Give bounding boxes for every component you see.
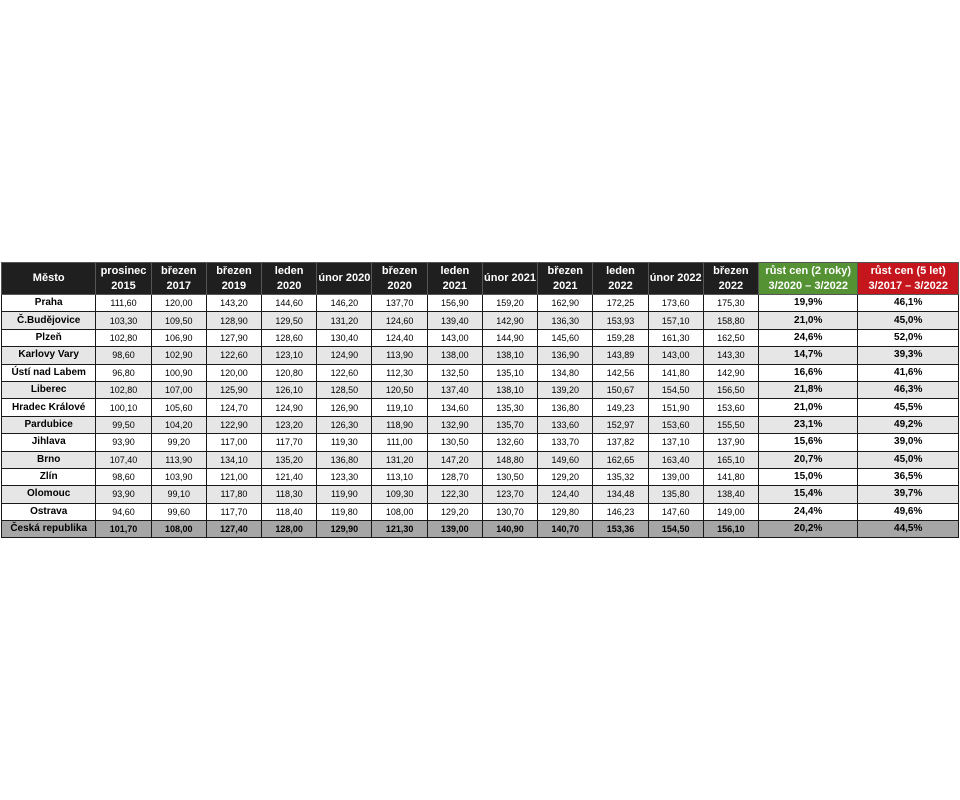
table-cell: 100,90 xyxy=(151,364,206,381)
city-name: Ostrava xyxy=(2,503,96,520)
table-row xyxy=(2,468,959,485)
table-cell: 121,00 xyxy=(206,468,261,485)
city-name: Karlovy Vary xyxy=(2,347,96,364)
table-cell: 173,60 xyxy=(648,295,703,312)
table-cell: 126,90 xyxy=(317,399,372,416)
header-line: 2015 xyxy=(111,279,136,292)
table-row xyxy=(2,295,959,312)
table-cell: 120,00 xyxy=(206,364,261,381)
city-name: Plzeň xyxy=(2,329,96,346)
header-line: 2017 xyxy=(166,279,191,292)
table-cell: 131,20 xyxy=(372,451,427,468)
table-cell: 121,30 xyxy=(372,521,427,538)
table-cell: 123,30 xyxy=(317,468,372,485)
table-cell: 112,30 xyxy=(372,364,427,381)
table-cell: 148,80 xyxy=(482,451,537,468)
growth-5y-cell: 44,5% xyxy=(858,521,959,538)
table-cell: 126,30 xyxy=(317,416,372,433)
growth-2y-cell: 24,4% xyxy=(759,503,858,520)
table-cell: 142,56 xyxy=(593,364,648,381)
table-cell: 143,00 xyxy=(648,347,703,364)
table-cell: 146,20 xyxy=(317,295,372,312)
table-cell: 106,90 xyxy=(151,329,206,346)
table-cell: 128,00 xyxy=(262,521,317,538)
header-line: březen xyxy=(216,264,252,277)
table-cell: 128,90 xyxy=(206,312,261,329)
table-cell: 108,00 xyxy=(151,521,206,538)
table-cell: 136,30 xyxy=(538,312,593,329)
table-cell: 99,10 xyxy=(151,486,206,503)
city-name: Česká republika xyxy=(2,521,96,538)
table-cell: 104,20 xyxy=(151,416,206,433)
header-line: 2020 xyxy=(387,279,412,292)
table-cell: 140,70 xyxy=(538,521,593,538)
table-cell: 98,60 xyxy=(96,347,151,364)
table-cell: 156,50 xyxy=(703,381,758,398)
table-cell: 131,20 xyxy=(317,312,372,329)
table-cell: 119,90 xyxy=(317,486,372,503)
growth-5y-cell: 52,0% xyxy=(858,329,959,346)
table-cell: 147,60 xyxy=(648,503,703,520)
table-cell: 133,70 xyxy=(538,434,593,451)
header-line: 2020 xyxy=(276,279,302,292)
table-cell: 130,70 xyxy=(482,503,537,520)
header-period xyxy=(538,263,593,295)
table-cell: 128,70 xyxy=(427,468,482,485)
table-row xyxy=(2,399,959,416)
table-cell: 98,60 xyxy=(96,468,151,485)
growth-2y-cell: 20,7% xyxy=(759,451,858,468)
city-name: Č.Budějovice xyxy=(2,312,96,329)
table-cell: 138,10 xyxy=(482,347,537,364)
table-cell: 156,90 xyxy=(427,295,482,312)
growth-5y-cell: 45,0% xyxy=(858,451,959,468)
header-line: Město xyxy=(32,272,65,284)
header-row xyxy=(2,263,959,295)
table-cell: 144,90 xyxy=(482,329,537,346)
table-cell: 135,32 xyxy=(593,468,648,485)
table-cell: 140,90 xyxy=(482,521,537,538)
table-row xyxy=(2,451,959,468)
header-line: 2019 xyxy=(221,279,247,292)
header-line: březen xyxy=(547,264,583,277)
growth-2y-cell: 23,1% xyxy=(759,416,858,433)
header-line: 3/2017 – 3/2022 xyxy=(868,279,948,292)
table-cell: 130,50 xyxy=(427,434,482,451)
table-cell: 124,90 xyxy=(262,399,317,416)
table-cell: 153,93 xyxy=(593,312,648,329)
table-cell: 132,60 xyxy=(482,434,537,451)
header-line: leden xyxy=(606,264,635,277)
header-city xyxy=(2,263,96,295)
header-line: 2021 xyxy=(553,279,578,292)
table-cell: 138,40 xyxy=(703,486,758,503)
table-cell: 135,80 xyxy=(648,486,703,503)
table-cell: 118,90 xyxy=(372,416,427,433)
table-cell: 122,60 xyxy=(317,364,372,381)
table-cell: 127,90 xyxy=(206,329,261,346)
table-cell: 107,40 xyxy=(96,451,151,468)
table-cell: 124,40 xyxy=(372,329,427,346)
table-cell: 129,50 xyxy=(262,312,317,329)
city-name: Zlín xyxy=(2,468,96,485)
table-row xyxy=(2,347,959,364)
table-cell: 122,30 xyxy=(427,486,482,503)
table-cell: 143,89 xyxy=(593,347,648,364)
table-cell: 119,80 xyxy=(317,503,372,520)
growth-5y-cell: 39,7% xyxy=(858,486,959,503)
header-line: prosinec xyxy=(100,264,147,277)
table-cell: 137,90 xyxy=(703,434,758,451)
table-cell: 128,50 xyxy=(317,381,372,398)
table-cell: 141,80 xyxy=(703,468,758,485)
growth-2y-cell: 20,2% xyxy=(759,521,858,538)
table-cell: 139,40 xyxy=(427,312,482,329)
table-cell: 136,80 xyxy=(317,451,372,468)
table-cell: 103,90 xyxy=(151,468,206,485)
table-cell: 123,10 xyxy=(262,347,317,364)
table-cell: 102,80 xyxy=(96,329,151,346)
table-cell: 120,50 xyxy=(372,381,427,398)
table-cell: 117,70 xyxy=(206,503,261,520)
table-row-total xyxy=(2,521,959,538)
header-line: 2021 xyxy=(442,279,468,292)
table-cell: 113,10 xyxy=(372,468,427,485)
growth-5y-cell: 49,2% xyxy=(858,416,959,433)
table-row xyxy=(2,381,959,398)
table-cell: 152,97 xyxy=(593,416,648,433)
table-cell: 129,20 xyxy=(538,468,593,485)
table-cell: 124,40 xyxy=(538,486,593,503)
table-cell: 129,80 xyxy=(538,503,593,520)
table-cell: 123,20 xyxy=(262,416,317,433)
header-line: březen xyxy=(713,264,749,277)
growth-5y-cell: 45,5% xyxy=(858,399,959,416)
table-cell: 135,70 xyxy=(482,416,537,433)
header-line: 3/2020 – 3/2022 xyxy=(768,279,848,292)
city-name: Brno xyxy=(2,451,96,468)
table-cell: 143,30 xyxy=(703,347,758,364)
table-cell: 143,20 xyxy=(206,295,261,312)
growth-2y-cell: 19,9% xyxy=(759,295,858,312)
table-cell: 96,80 xyxy=(96,364,151,381)
table-row xyxy=(2,416,959,433)
growth-2y-cell: 15,6% xyxy=(759,434,858,451)
table-cell: 94,60 xyxy=(96,503,151,520)
table-cell: 132,50 xyxy=(427,364,482,381)
table-cell: 124,60 xyxy=(372,312,427,329)
header-period xyxy=(262,263,317,295)
table-cell: 161,30 xyxy=(648,329,703,346)
table-cell: 117,00 xyxy=(206,434,261,451)
table-row xyxy=(2,503,959,520)
growth-5y-cell: 46,3% xyxy=(858,381,959,398)
header-period xyxy=(151,263,206,295)
header-period xyxy=(427,263,482,295)
table-cell: 135,30 xyxy=(482,399,537,416)
table-cell: 119,10 xyxy=(372,399,427,416)
table-cell: 158,80 xyxy=(703,312,758,329)
table-cell: 117,80 xyxy=(206,486,261,503)
table-cell: 132,90 xyxy=(427,416,482,433)
header-period xyxy=(648,263,703,295)
table-row xyxy=(2,329,959,346)
table-cell: 136,80 xyxy=(538,399,593,416)
growth-2y-cell: 21,8% xyxy=(759,381,858,398)
table-cell: 135,20 xyxy=(262,451,317,468)
table-cell: 157,10 xyxy=(648,312,703,329)
table-cell: 134,80 xyxy=(538,364,593,381)
table-cell: 108,00 xyxy=(372,503,427,520)
table-cell: 150,67 xyxy=(593,381,648,398)
header-line: růst cen (2 roky) xyxy=(765,264,852,277)
table-cell: 109,30 xyxy=(372,486,427,503)
header-line: únor 2021 xyxy=(484,272,537,284)
table-cell: 93,90 xyxy=(96,486,151,503)
growth-2y-cell: 21,0% xyxy=(759,312,858,329)
table-cell: 120,00 xyxy=(151,295,206,312)
growth-2y-cell: 14,7% xyxy=(759,347,858,364)
table-cell: 134,48 xyxy=(593,486,648,503)
table-cell: 139,00 xyxy=(427,521,482,538)
table-cell: 155,50 xyxy=(703,416,758,433)
growth-5y-cell: 39,0% xyxy=(858,434,959,451)
table-cell: 103,30 xyxy=(96,312,151,329)
table-cell: 147,20 xyxy=(427,451,482,468)
table-cell: 153,36 xyxy=(593,521,648,538)
header-line: březen xyxy=(381,264,418,277)
table-cell: 137,70 xyxy=(372,295,427,312)
table-row xyxy=(2,312,959,329)
table-cell: 172,25 xyxy=(593,295,648,312)
table-cell: 142,90 xyxy=(703,364,758,381)
header-period xyxy=(317,263,372,295)
table-cell: 111,00 xyxy=(372,434,427,451)
header-line: únor 2022 xyxy=(649,272,702,284)
table-cell: 123,70 xyxy=(482,486,537,503)
table-cell: 134,10 xyxy=(206,451,261,468)
table-cell: 99,50 xyxy=(96,416,151,433)
table-cell: 122,90 xyxy=(206,416,261,433)
table-cell: 143,00 xyxy=(427,329,482,346)
table-cell: 130,40 xyxy=(317,329,372,346)
header-line: 2022 xyxy=(718,279,744,292)
city-name: Pardubice xyxy=(2,416,96,433)
table-cell: 162,90 xyxy=(538,295,593,312)
table-cell: 138,10 xyxy=(482,381,537,398)
table-cell: 154,50 xyxy=(648,381,703,398)
table-cell: 136,90 xyxy=(538,347,593,364)
table-cell: 125,90 xyxy=(206,381,261,398)
table-cell: 133,60 xyxy=(538,416,593,433)
table-cell: 120,80 xyxy=(262,364,317,381)
table-cell: 109,50 xyxy=(151,312,206,329)
table-cell: 113,90 xyxy=(151,451,206,468)
header-growth-5y xyxy=(858,263,959,295)
table-cell: 149,00 xyxy=(703,503,758,520)
table-cell: 128,60 xyxy=(262,329,317,346)
header-period xyxy=(593,263,648,295)
table-header xyxy=(2,263,959,295)
table-cell: 118,30 xyxy=(262,486,317,503)
table-cell: 139,20 xyxy=(538,381,593,398)
header-period xyxy=(703,263,758,295)
header-period xyxy=(482,263,537,295)
table-cell: 105,60 xyxy=(151,399,206,416)
table-cell: 137,40 xyxy=(427,381,482,398)
table-row xyxy=(2,434,959,451)
growth-5y-cell: 45,0% xyxy=(858,312,959,329)
table-cell: 124,90 xyxy=(317,347,372,364)
table-cell: 139,00 xyxy=(648,468,703,485)
growth-5y-cell: 36,5% xyxy=(858,468,959,485)
table-cell: 137,10 xyxy=(648,434,703,451)
table-cell: 149,23 xyxy=(593,399,648,416)
header-period xyxy=(372,263,427,295)
table-cell: 156,10 xyxy=(703,521,758,538)
table-cell: 129,90 xyxy=(317,521,372,538)
growth-2y-cell: 15,0% xyxy=(759,468,858,485)
table-body xyxy=(2,295,959,538)
table-cell: 151,90 xyxy=(648,399,703,416)
growth-2y-cell: 21,0% xyxy=(759,399,858,416)
table-cell: 99,20 xyxy=(151,434,206,451)
table-cell: 93,90 xyxy=(96,434,151,451)
table-cell: 146,23 xyxy=(593,503,648,520)
table-cell: 159,28 xyxy=(593,329,648,346)
growth-5y-cell: 49,6% xyxy=(858,503,959,520)
table-cell: 129,20 xyxy=(427,503,482,520)
header-period xyxy=(206,263,261,295)
table-cell: 149,60 xyxy=(538,451,593,468)
price-index-table xyxy=(1,262,959,538)
table-cell: 141,80 xyxy=(648,364,703,381)
table-cell: 154,50 xyxy=(648,521,703,538)
table-row xyxy=(2,486,959,503)
table-cell: 122,60 xyxy=(206,347,261,364)
table-row xyxy=(2,364,959,381)
header-line: leden xyxy=(274,264,304,277)
table-cell: 142,90 xyxy=(482,312,537,329)
table-cell: 137,82 xyxy=(593,434,648,451)
table-cell: 111,60 xyxy=(96,295,151,312)
city-name: Praha xyxy=(2,295,96,312)
header-period xyxy=(96,263,151,295)
table-cell: 100,10 xyxy=(96,399,151,416)
growth-5y-cell: 41,6% xyxy=(858,364,959,381)
header-line: růst cen (5 let) xyxy=(870,264,946,277)
growth-2y-cell: 16,6% xyxy=(759,364,858,381)
header-line: únor 2020 xyxy=(318,272,371,284)
growth-5y-cell: 39,3% xyxy=(858,347,959,364)
table-cell: 121,40 xyxy=(262,468,317,485)
table-cell: 163,40 xyxy=(648,451,703,468)
table-cell: 130,50 xyxy=(482,468,537,485)
growth-2y-cell: 24,6% xyxy=(759,329,858,346)
growth-5y-cell: 46,1% xyxy=(858,295,959,312)
city-name: Liberec xyxy=(2,381,96,398)
table-cell: 126,10 xyxy=(262,381,317,398)
header-growth-2y xyxy=(759,263,858,295)
table-cell: 134,60 xyxy=(427,399,482,416)
header-line: 2022 xyxy=(608,279,633,292)
header-line: březen xyxy=(160,264,197,277)
table-cell: 107,00 xyxy=(151,381,206,398)
table-cell: 127,40 xyxy=(206,521,261,538)
table-cell: 102,90 xyxy=(151,347,206,364)
price-table-container xyxy=(1,262,959,538)
table-cell: 145,60 xyxy=(538,329,593,346)
table-cell: 165,10 xyxy=(703,451,758,468)
table-cell: 153,60 xyxy=(648,416,703,433)
table-cell: 144,60 xyxy=(262,295,317,312)
growth-2y-cell: 15,4% xyxy=(759,486,858,503)
table-cell: 99,60 xyxy=(151,503,206,520)
table-cell: 135,10 xyxy=(482,364,537,381)
table-cell: 118,40 xyxy=(262,503,317,520)
table-cell: 153,60 xyxy=(703,399,758,416)
table-cell: 159,20 xyxy=(482,295,537,312)
city-name: Hradec Králové xyxy=(2,399,96,416)
table-cell: 113,90 xyxy=(372,347,427,364)
table-cell: 162,65 xyxy=(593,451,648,468)
city-name: Olomouc xyxy=(2,486,96,503)
table-cell: 102,80 xyxy=(96,381,151,398)
table-cell: 101,70 xyxy=(96,521,151,538)
table-cell: 117,70 xyxy=(262,434,317,451)
table-cell: 162,50 xyxy=(703,329,758,346)
table-cell: 175,30 xyxy=(703,295,758,312)
city-name: Jihlava xyxy=(2,434,96,451)
table-cell: 119,30 xyxy=(317,434,372,451)
table-cell: 138,00 xyxy=(427,347,482,364)
header-line: leden xyxy=(440,264,470,277)
city-name: Ústí nad Labem xyxy=(2,364,96,381)
table-cell: 124,70 xyxy=(206,399,261,416)
